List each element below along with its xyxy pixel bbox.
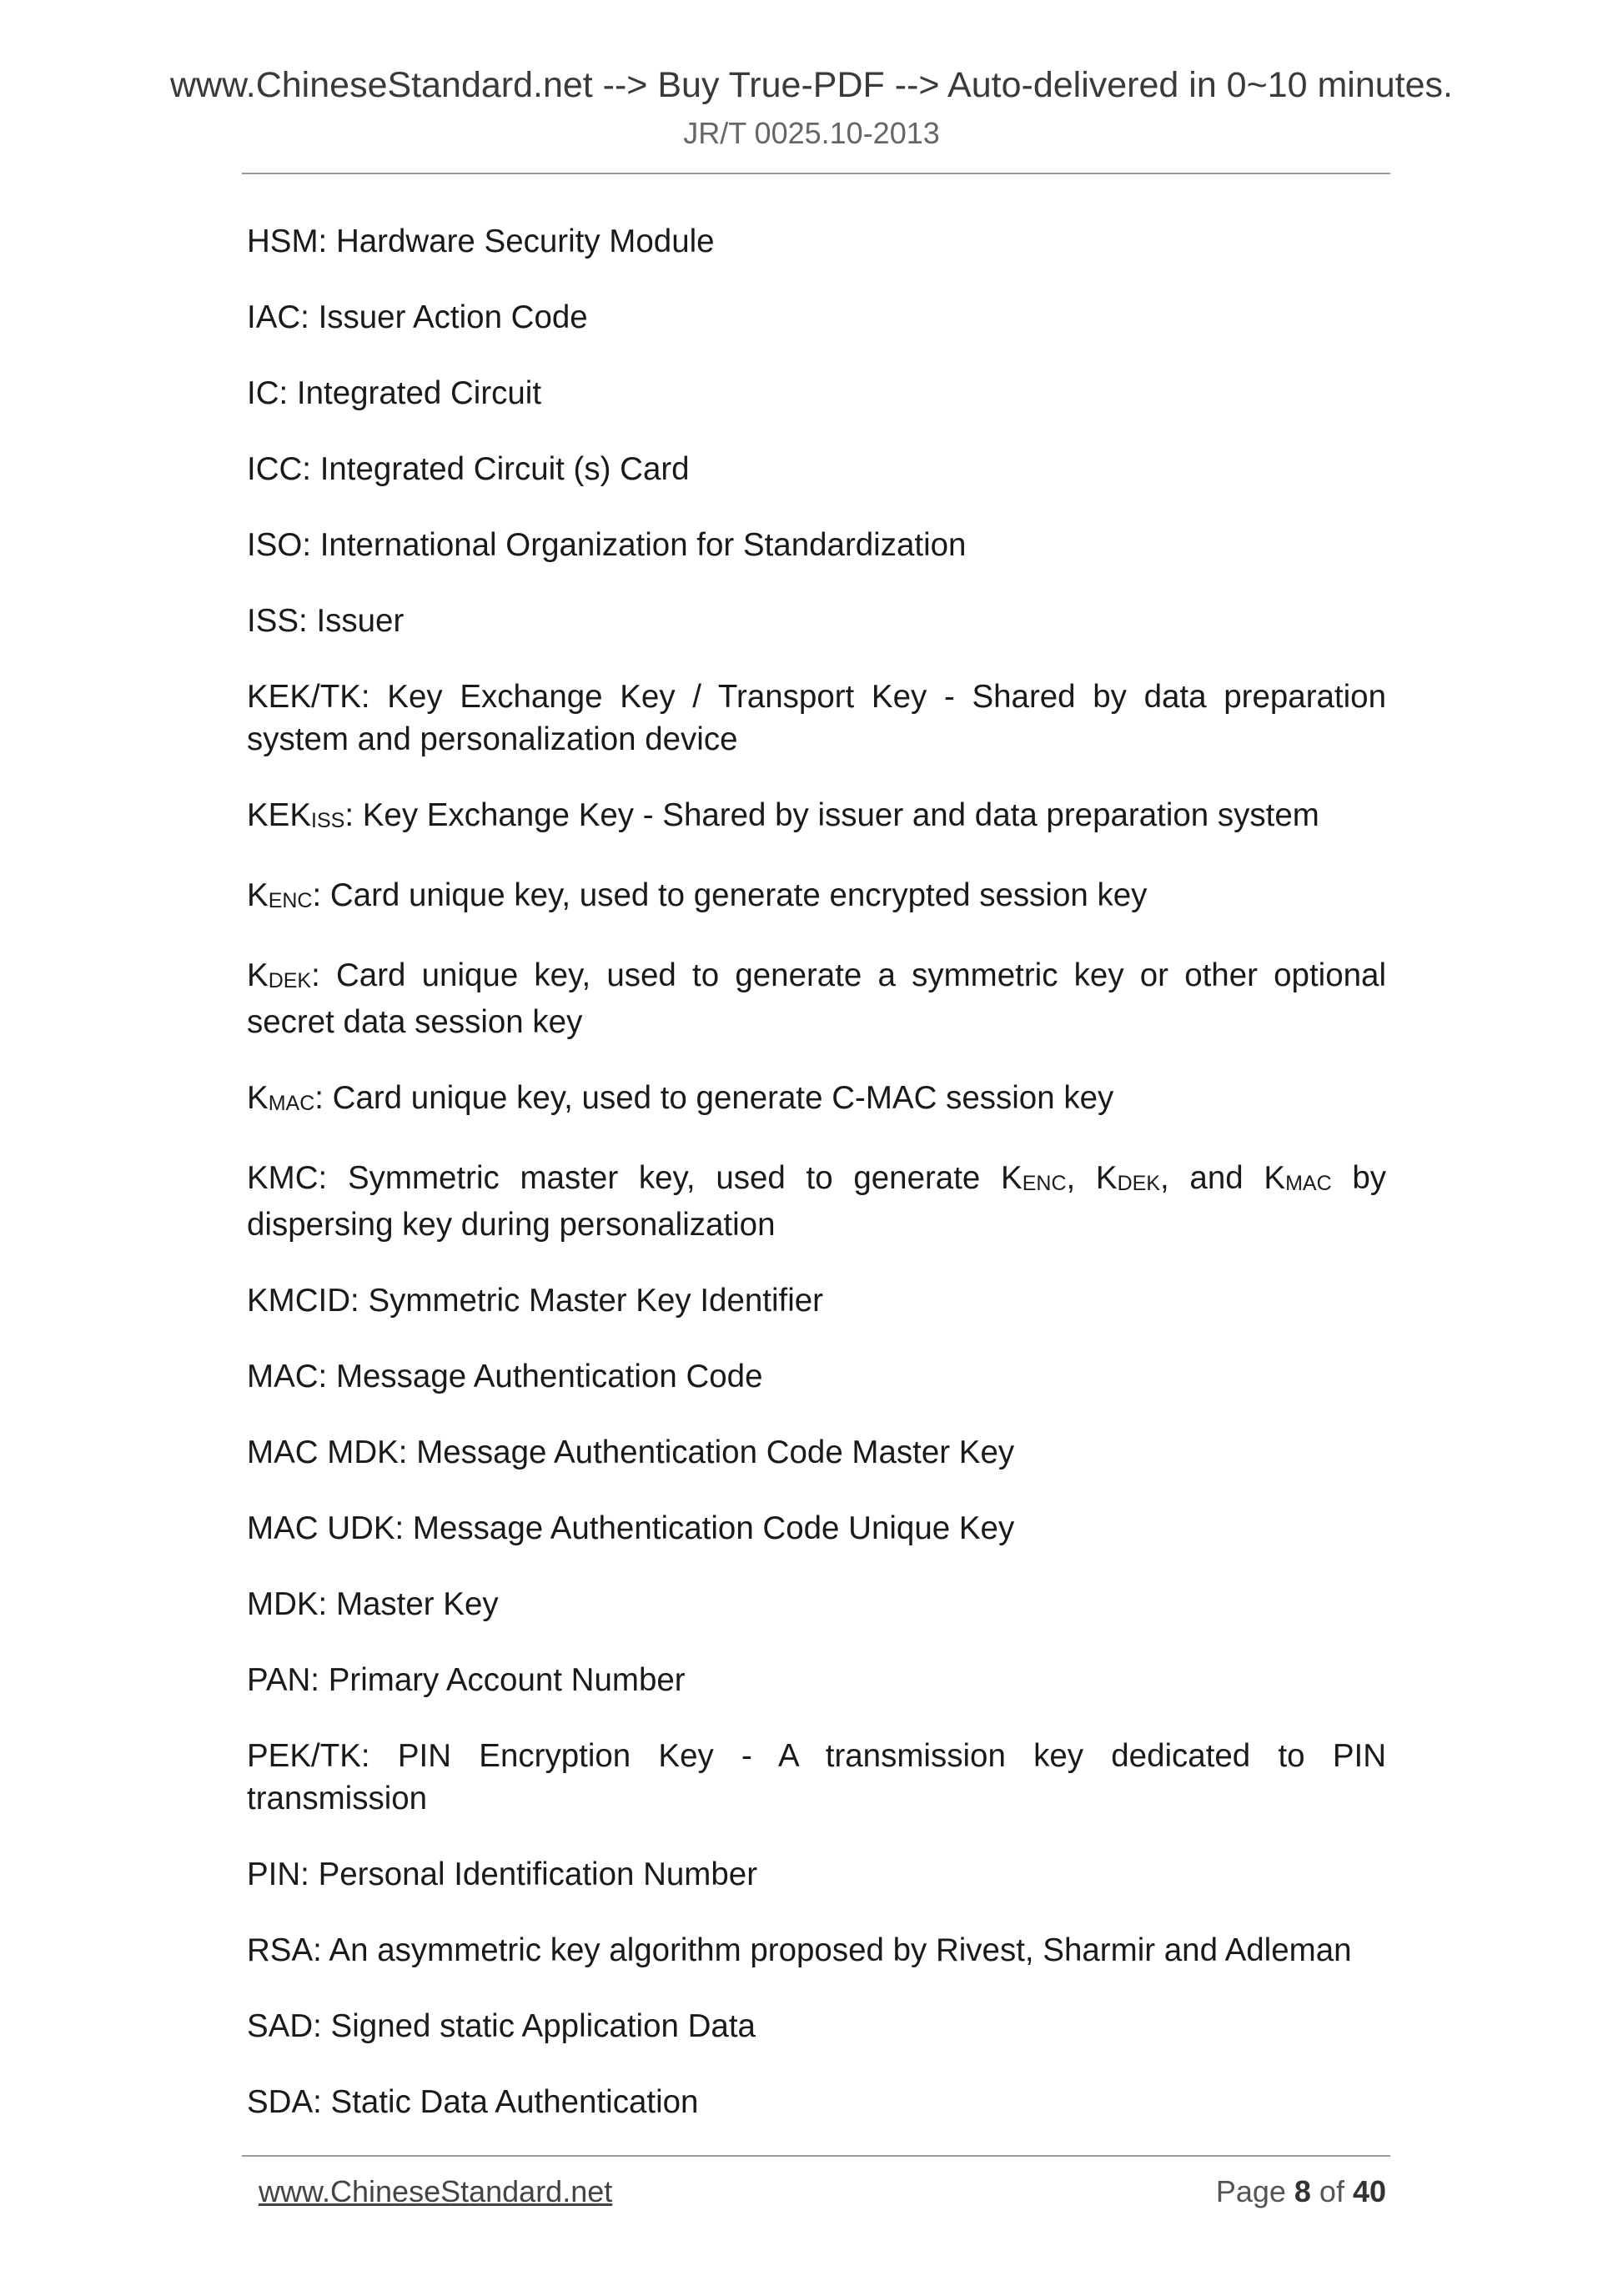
abbreviation-entry bbox=[247, 1583, 1386, 1625]
entry-text: KMC: Symmetric master key, used to generate K bbox=[247, 1160, 1023, 1196]
abbreviation-entry bbox=[247, 1929, 1386, 1972]
entry-text: , and K bbox=[1160, 1160, 1286, 1196]
page-current: 8 bbox=[1294, 2174, 1311, 2208]
abbreviation-entry bbox=[247, 1853, 1386, 1896]
entry-text: SAD: Signed static Application Data bbox=[247, 2008, 756, 2044]
standard-code: JR/T 0025.10-2013 bbox=[683, 116, 940, 150]
abbreviation-entry bbox=[247, 1279, 1386, 1322]
subscript: ISS bbox=[311, 809, 345, 832]
header-banner: www.ChineseStandard.net --> Buy True-PDF --> Auto-delivered in 0~10 minutes. bbox=[169, 65, 1453, 105]
entry-text: K bbox=[247, 957, 269, 993]
abbreviation-entry bbox=[247, 1507, 1386, 1550]
abbreviation-entry bbox=[247, 372, 1386, 414]
abbreviation-entry bbox=[247, 2081, 1386, 2123]
entry-text: by dispersing key during personalization bbox=[247, 1160, 1386, 1243]
subscript: DEK bbox=[268, 969, 312, 992]
abbreviation-entry bbox=[247, 1431, 1386, 1474]
entry-text: ICC: Integrated Circuit (s) Card bbox=[247, 451, 690, 487]
entry-text: SDA: Static Data Authentication bbox=[247, 2084, 699, 2120]
entry-text: K bbox=[247, 877, 269, 913]
entry-text: MDK: Master Key bbox=[247, 1586, 499, 1622]
entry-text: : Card unique key, used to generate C-MAC session key bbox=[314, 1080, 1114, 1116]
header-divider bbox=[242, 173, 1390, 174]
entry-text: KEK bbox=[247, 797, 312, 833]
entry-text: HSM: Hardware Security Module bbox=[247, 224, 715, 259]
abbreviation-entry bbox=[247, 1659, 1386, 1701]
abbreviation-entry bbox=[247, 1157, 1386, 1246]
page-indicator bbox=[1216, 2173, 1386, 2210]
abbreviation-entry bbox=[247, 954, 1386, 1043]
abbreviation-entry bbox=[247, 2005, 1386, 2047]
entry-text: PAN: Primary Account Number bbox=[247, 1662, 686, 1698]
abbreviation-entry bbox=[247, 600, 1386, 642]
page-prefix: Page bbox=[1215, 2174, 1294, 2208]
abbreviation-entry bbox=[247, 1077, 1386, 1123]
abbreviation-entry bbox=[247, 1735, 1386, 1820]
footer-divider bbox=[242, 2155, 1390, 2157]
entry-text: KEK/TK: Key Exchange Key / Transport Key - Shared by data preparation system and personalization device bbox=[247, 679, 1386, 757]
subscript: ENC bbox=[1022, 1172, 1067, 1195]
entry-text: PIN: Personal Identification Number bbox=[247, 1856, 758, 1892]
subscript: MAC bbox=[268, 1092, 315, 1115]
entry-text: ISO: International Organization for Standardization bbox=[247, 527, 967, 563]
entry-text: KMCID: Symmetric Master Key Identifier bbox=[247, 1283, 824, 1319]
entry-text: MAC MDK: Message Authentication Code Master Key bbox=[247, 1434, 1015, 1470]
entry-text: IAC: Issuer Action Code bbox=[247, 299, 588, 335]
abbreviation-entry bbox=[247, 220, 1386, 263]
entry-text: RSA: An asymmetric key algorithm proposed by Rivest, Sharmir and Adleman bbox=[247, 1932, 1352, 1968]
abbreviation-entry bbox=[247, 448, 1386, 490]
entry-text: : Card unique key, used to generate a symmetric key or other optional secret data session key bbox=[247, 957, 1386, 1040]
page-total: 40 bbox=[1352, 2174, 1386, 2208]
entry-text: ISS: Issuer bbox=[247, 603, 404, 639]
entry-text: MAC UDK: Message Authentication Code Unique Key bbox=[247, 1510, 1015, 1546]
entry-text: : Card unique key, used to generate encrypted session key bbox=[312, 877, 1148, 913]
abbreviation-list bbox=[247, 220, 1386, 2157]
footer-website-link[interactable]: www.ChineseStandard.net bbox=[259, 2174, 613, 2208]
entry-text: IC: Integrated Circuit bbox=[247, 375, 542, 411]
abbreviation-entry bbox=[247, 524, 1386, 566]
entry-text: : Key Exchange Key - Shared by issuer and data preparation system bbox=[344, 797, 1319, 833]
subscript: DEK bbox=[1117, 1172, 1161, 1195]
abbreviation-entry bbox=[247, 676, 1386, 761]
page-of: of bbox=[1310, 2174, 1353, 2208]
abbreviation-entry bbox=[247, 296, 1386, 339]
abbreviation-entry bbox=[247, 1355, 1386, 1398]
entry-text: K bbox=[247, 1080, 269, 1116]
abbreviation-entry bbox=[247, 794, 1386, 841]
subscript: ENC bbox=[268, 889, 313, 912]
entry-text: PEK/TK: PIN Encryption Key - A transmission key dedicated to PIN transmission bbox=[247, 1738, 1386, 1816]
entry-text: , K bbox=[1066, 1160, 1118, 1196]
entry-text: MAC: Message Authentication Code bbox=[247, 1359, 763, 1394]
subscript: MAC bbox=[1285, 1172, 1332, 1195]
abbreviation-entry bbox=[247, 874, 1386, 921]
